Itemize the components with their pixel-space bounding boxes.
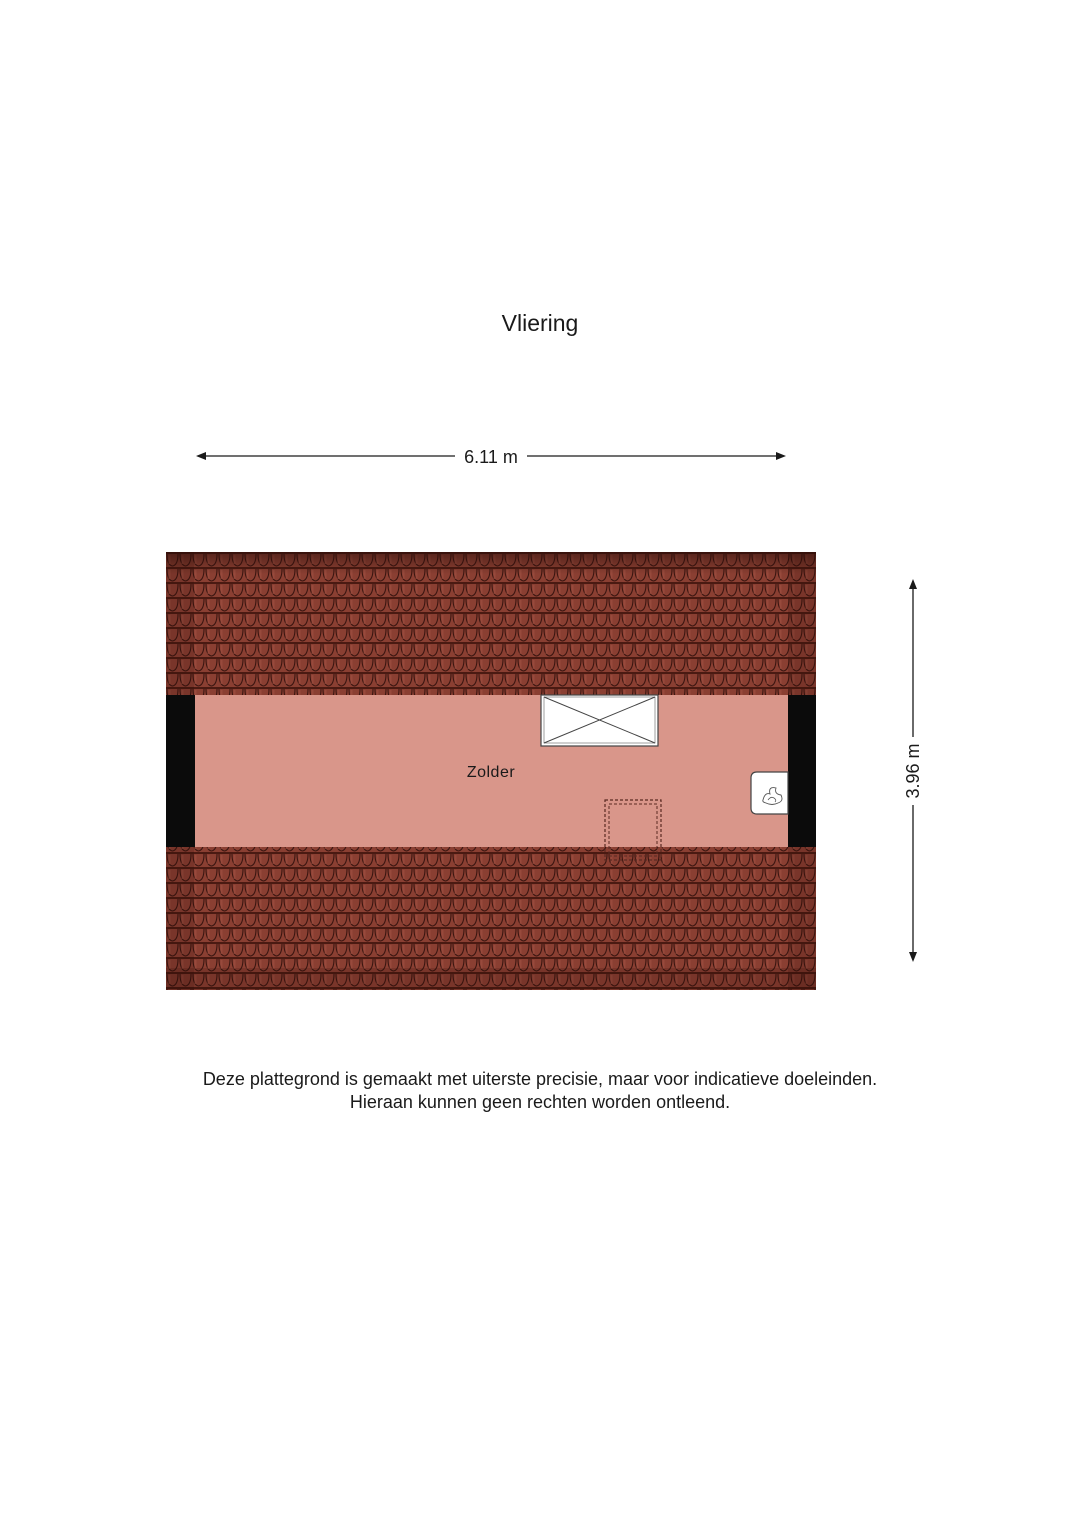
roof-top: [166, 552, 816, 695]
floor-title: Vliering: [501, 310, 579, 336]
depth-dimension: [903, 579, 923, 962]
roof-bottom: [166, 847, 816, 990]
roof-window: [541, 695, 658, 746]
depth-label: 3.96 m: [903, 743, 923, 799]
width-label: 6.11 m: [464, 447, 518, 467]
width-dimension: [196, 447, 786, 467]
disclaimer: [0, 1068, 1080, 1114]
wall-right: [788, 695, 816, 847]
room-label-zolder: Zolder: [466, 764, 516, 781]
wall-left: [166, 695, 195, 847]
boiler-unit: [751, 772, 788, 814]
disclaimer-line-1: Deze plattegrond is gemaakt met uiterste precisie, maar voor indicatieve doeleinden.: [202, 1069, 878, 1089]
disclaimer-line-2: Hieraan kunnen geen rechten worden ontleend.: [349, 1092, 731, 1112]
